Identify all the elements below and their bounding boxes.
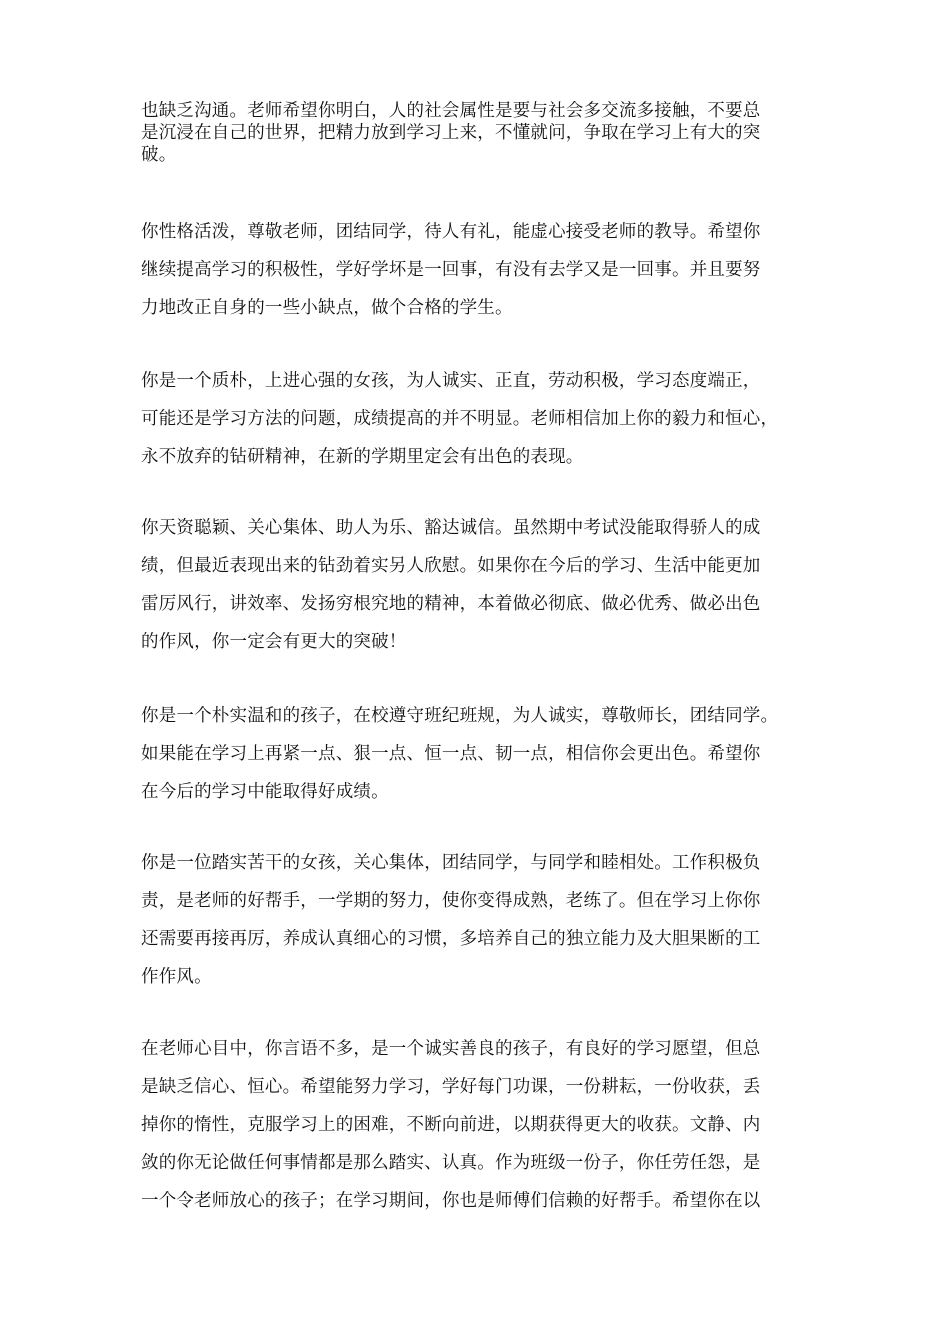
text-line: 你是一个质朴，上进心强的女孩，为人诚实、正直，劳动积极，学习态度端正，: [141, 371, 761, 391]
text-line: 可能还是学习方法的问题，成绩提高的并不明显。老师相信加上你的毅力和恒心，: [141, 409, 779, 429]
comment-paragraph-4: [141, 509, 813, 661]
text-line: 在老师心目中，你言语不多，是一个诚实善良的孩子，有良好的学习愿望，但总: [141, 1039, 761, 1059]
text-line: 力地改正自身的一些小缺点，做个合格的学生。: [141, 298, 513, 318]
comment-paragraph-6: [141, 844, 813, 996]
comment-paragraph-1: [141, 100, 813, 166]
comment-paragraph-3: [141, 362, 813, 476]
text-line: 是沉浸在自己的世界，把精力放到学习上来，不懂就问，争取在学习上有大的突: [141, 123, 761, 143]
text-line: 也缺乏沟通。老师希望你明白，人的社会属性是要与社会多交流多接触，不要总: [141, 101, 761, 121]
text-line: 你性格活泼，尊敬老师，团结同学，待人有礼，能虚心接受老师的教导。希望你: [141, 222, 761, 242]
text-line: 还需要再接再厉，养成认真细心的习惯，多培养自己的独立能力及大胆果断的工: [141, 929, 761, 949]
text-line: 破。: [141, 145, 177, 165]
text-line: 你是一个朴实温和的孩子，在校遵守班纪班规，为人诚实，尊敬师长，团结同学。: [141, 706, 779, 726]
text-line: 作作风。: [141, 967, 212, 987]
text-line: 绩，但最近表现出来的钻劲着实另人欣慰。如果你在今后的学习、生活中能更加: [141, 556, 761, 576]
text-line: 是缺乏信心、恒心。希望能努力学习，学好每门功课，一份耕耘，一份收获，丢: [141, 1077, 761, 1097]
text-line: 永不放弃的钻研精神，在新的学期里定会有出色的表现。: [141, 447, 584, 467]
text-line: 雷厉风行，讲效率、发扬穷根究地的精神，本着做必彻底、做必优秀、做必出色: [141, 594, 761, 614]
text-line: 你天资聪颖、关心集体、助人为乐、豁达诚信。虽然期中考试没能取得骄人的成: [141, 518, 761, 538]
text-line: 在今后的学习中能取得好成绩。: [141, 782, 389, 802]
text-line: 一个令老师放心的孩子；在学习期间，你也是师傅们信赖的好帮手。希望你在以: [141, 1191, 761, 1211]
text-line: 你是一位踏实苦干的女孩，关心集体，团结同学，与同学和睦相处。工作积极负: [141, 853, 761, 873]
text-line: 责，是老师的好帮手，一学期的努力，使你变得成熟，老练了。但在学习上你你: [141, 891, 761, 911]
text-line: 如果能在学习上再紧一点、狠一点、恒一点、韧一点，相信你会更出色。希望你: [141, 744, 761, 764]
text-line: 的作风，你一定会有更大的突破！: [141, 632, 407, 652]
comment-paragraph-2: [141, 213, 813, 327]
comment-paragraph-7: [141, 1030, 813, 1220]
text-line: 继续提高学习的积极性，学好学坏是一回事，有没有去学又是一回事。并且要努: [141, 260, 761, 280]
text-line: 掉你的惰性，克服学习上的困难，不断向前进，以期获得更大的收获。文静、内: [141, 1115, 761, 1135]
comment-paragraph-5: [141, 697, 813, 811]
text-line: 敛的你无论做任何事情都是那么踏实、认真。作为班级一份子，你任劳任怨，是: [141, 1153, 761, 1173]
